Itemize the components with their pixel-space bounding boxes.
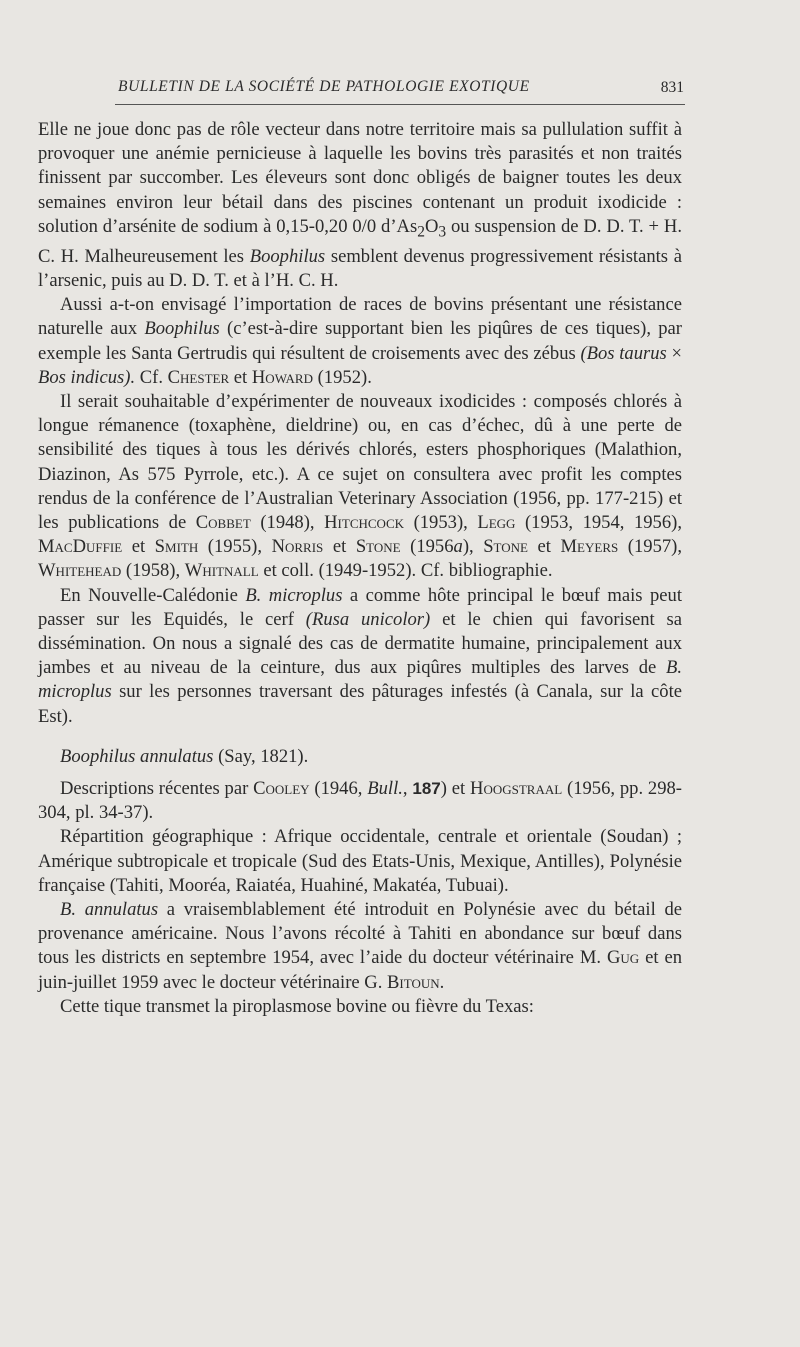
- paragraph: Descriptions récentes par Cooley (1946, Bull., 187) et Hoogstraal (1956, pp. 298-304, pl. 34-37).: [38, 778, 682, 824]
- running-header: [118, 78, 684, 102]
- paragraph: Il serait souhaitable d’expérimenter de nouveaux ixodicides : composés chlorés à longue rémanence (toxaphène, dieldrine) ou, en cas d’échec, dû à une perte de sensibilité des tiques à tous les dérivés chlorés, esters phosphoriques (Malathion, Diazinon, As 575 Pyrrole, etc.). A ce sujet on consultera avec profit les comptes rendus de la conférence de l’Australian Veterinary Association (1956, pp. 177-215) et les publications de Cobbet (1948), Hitchcock (1953), Legg (1953, 1954, 1956), MacDuffie et Smith (1955), Norris et Stone (1956a), Stone et Meyers (1957), Whitehead (1958), Whitnall et coll. (1949-1952). Cf. bibliographie.: [38, 390, 683, 582]
- section-heading: Boophilus annulatus (Say, 1821).: [60, 745, 309, 767]
- paragraph: En Nouvelle-Calédonie B. microplus a comme hôte principal le bœuf mais peut passer sur les Equidés, le cerf (Rusa unicolor) et le chien qui favorisent sa dissémination. On nous a signalé des cas de dermatite humaine, principalement aux jambes et au niveau de la ceinture, dus aux piqûres multiples des larves de B. microplus sur les personnes traversant des pâturages infestés (à Canala, sur la côte Est).: [38, 584, 682, 727]
- journal-title: BULLETIN DE LA SOCIÉTÉ DE PATHOLOGIE EXOTIQUE: [118, 78, 530, 95]
- paragraph: Elle ne joue donc pas de rôle vecteur dans notre territoire mais sa pullulation suffit à provoquer une anémie pernicieuse à laquelle les bovins très parasités et non traités finissent par succomber. Les éleveurs sont donc obligés de baigner toutes les deux semaines environ leur bétail dans des piscines contenant un produit ixodicide : solution d’arsénite de sodium à 0,15-0,20 0/0 $d’As_2O_3$ ou suspension de D. D. T. + H. C. H. Malheureusement les Boophilus semblent devenus progressivement résistants à l’arsenic, puis au D. D. T. et à l’H. C. H.: [38, 119, 682, 291]
- header-rule: [115, 104, 685, 105]
- paragraph: B. annulatus a vraisemblablement été introduit en Polynésie avec du bétail de provenance américaine. Nous l’avons récolté à Tahiti en abondance sur bœuf dans tous les districts en septembre 1954, avec l’aide du docteur vétérinaire M. Gug et en juin-juillet 1959 avec le docteur vétérinaire G. Bitoun.: [38, 899, 683, 993]
- paragraph: Aussi a-t-on envisagé l’importation de races de bovins présentant une résistance naturelle aux Boophilus (c’est-à-dire supportant bien les piqûres de ces tiques), par exemple les Santa Gertrudis qui résultent de croisements avec des zébus (Bos taurus × Bos indicus). Cf. Chester et Howard (1952).: [38, 294, 683, 388]
- paragraph: Cette tique transmet la piroplasmose bovine ou fièvre du Texas:: [60, 995, 534, 1017]
- article-body: [38, 118, 682, 1019]
- paragraph: Répartition géographique : Afrique occidentale, centrale et orientale (Soudan) ; Amérique subtropicale et tropicale (Sud des Etats-Unis, Mexique, Antilles), Polynésie française (Tahiti, Mooréa, Raiatéa, Huahiné, Makatéa, Tubuai).: [38, 826, 682, 896]
- page-number: 831: [660, 79, 684, 96]
